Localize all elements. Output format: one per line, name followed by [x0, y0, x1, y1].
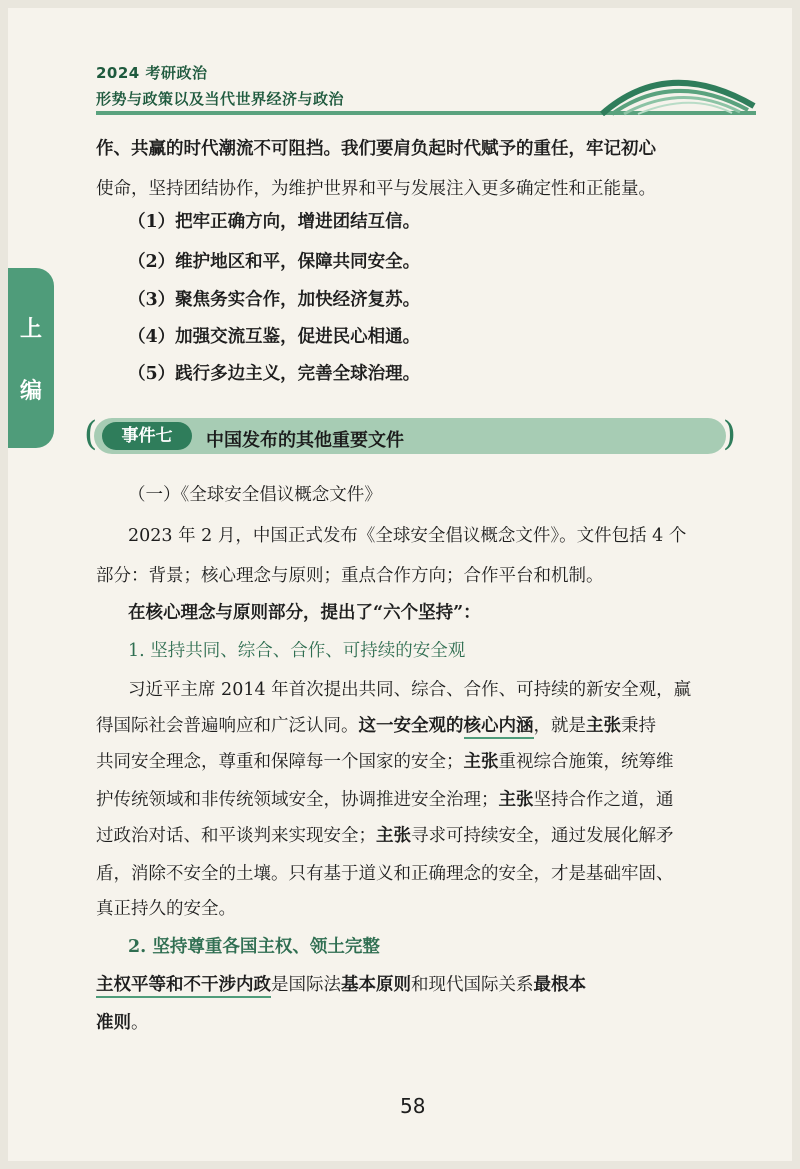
- section-p1-line1: 2023 年 2 月，中国正式发布《全球安全倡议概念文件》。文件包括 4 个: [128, 526, 687, 546]
- last-g: 。: [131, 1013, 149, 1033]
- advocate-2: 主张: [463, 752, 499, 772]
- point-1: （1）把牢正确方向，增进团结互信。: [128, 212, 421, 232]
- point-3: （3）聚焦务实合作，加快经济复苏。: [128, 290, 421, 310]
- body-line3: [96, 752, 674, 772]
- point-5: （5）践行多边主义，完善全球治理。: [128, 364, 421, 384]
- body-line2-a: 得国际社会普遍响应和广泛认同。: [96, 716, 359, 736]
- body-line4: [96, 790, 674, 810]
- side-tab-char1: 上: [20, 317, 43, 342]
- last-d: 和现代国际关系: [411, 975, 534, 995]
- sovereign-equality: 主权平等和不干涉内政: [96, 975, 271, 998]
- norm: 准则: [96, 1013, 131, 1033]
- intro-line1: 作、共赢的时代潮流不可阻挡。我们要肩负起时代赋予的重任，牢记初心: [96, 139, 656, 159]
- body-line2: [96, 716, 656, 736]
- banner-left-bracket: (: [84, 414, 98, 454]
- point-2: （2）维护地区和平，保障共同安全。: [128, 252, 421, 272]
- section-p2: 在核心理念与原则部分，提出了“六个坚持”：: [128, 603, 481, 623]
- body-line2-b: 这一安全观的: [358, 716, 464, 736]
- side-tab-char2: 编: [20, 379, 43, 404]
- advocate-3: 主张: [498, 790, 534, 810]
- advocate-1: 主张: [586, 716, 621, 736]
- subheading-1: 1. 坚持共同、综合、合作、可持续的安全观: [128, 641, 466, 661]
- last-line2: [96, 1013, 149, 1033]
- body-line2-f: 秉持: [621, 716, 656, 736]
- event-tag: 事件七: [102, 422, 192, 450]
- header-arc-decoration: [598, 66, 758, 116]
- body-line7: 真正持久的安全。: [96, 899, 236, 919]
- body-line1: 习近平主席 2014 年首次提出共同、综合、合作、可持续的新安全观，赢: [128, 680, 692, 700]
- basic-principle: 基本原则: [341, 975, 411, 995]
- body-line5-a: 过政治对话、和平谈判来实现安全；: [96, 826, 376, 846]
- body-line5-c: 寻求可持续安全，通过发展化解矛: [411, 826, 674, 846]
- event-banner: [84, 414, 736, 454]
- point-4: （4）加强交流互鉴，促进民心相通。: [128, 327, 421, 347]
- header-subtitle: 形势与政策以及当代世界经济与政治: [96, 90, 345, 108]
- subheading-2: 2. 坚持尊重各国主权、领土完整: [128, 937, 380, 957]
- body-line4-a: 护传统领域和非传统领域安全，协调推进安全治理；: [96, 790, 499, 810]
- body-line4-c: 坚持合作之道，通: [533, 790, 674, 810]
- body-line5: [96, 826, 674, 846]
- header-title: 2024 考研政治: [96, 64, 208, 82]
- section-p1-line2: 部分：背景；核心理念与原则；重点合作方向；合作平台和机制。: [96, 566, 604, 586]
- section-heading: （一）《全球安全倡议概念文件》: [128, 485, 382, 505]
- side-tab: [8, 268, 54, 448]
- event-title: 中国发布的其他重要文件: [206, 430, 404, 451]
- advocate-4: 主张: [376, 826, 411, 846]
- body-line3-a: 共同安全理念，尊重和保障每一个国家的安全；: [96, 752, 464, 772]
- page-number: 58: [400, 1094, 426, 1118]
- most-fundamental: 最根本: [533, 975, 586, 995]
- intro-line2: 使命，坚持团结协作，为维护世界和平与发展注入更多确定性和正能量。: [96, 179, 656, 199]
- body-line2-d: ，就是: [533, 716, 586, 736]
- last-b: 是国际法: [271, 975, 341, 995]
- body-line6: 盾，消除不安全的土壤。只有基于道义和正确理念的安全，才是基础牢固、: [96, 864, 674, 884]
- core-connotation: 核心内涵: [464, 716, 534, 739]
- banner-right-bracket: ): [722, 414, 736, 454]
- last-line1: [96, 975, 586, 995]
- body-line3-c: 重视综合施策，统筹维: [498, 752, 674, 772]
